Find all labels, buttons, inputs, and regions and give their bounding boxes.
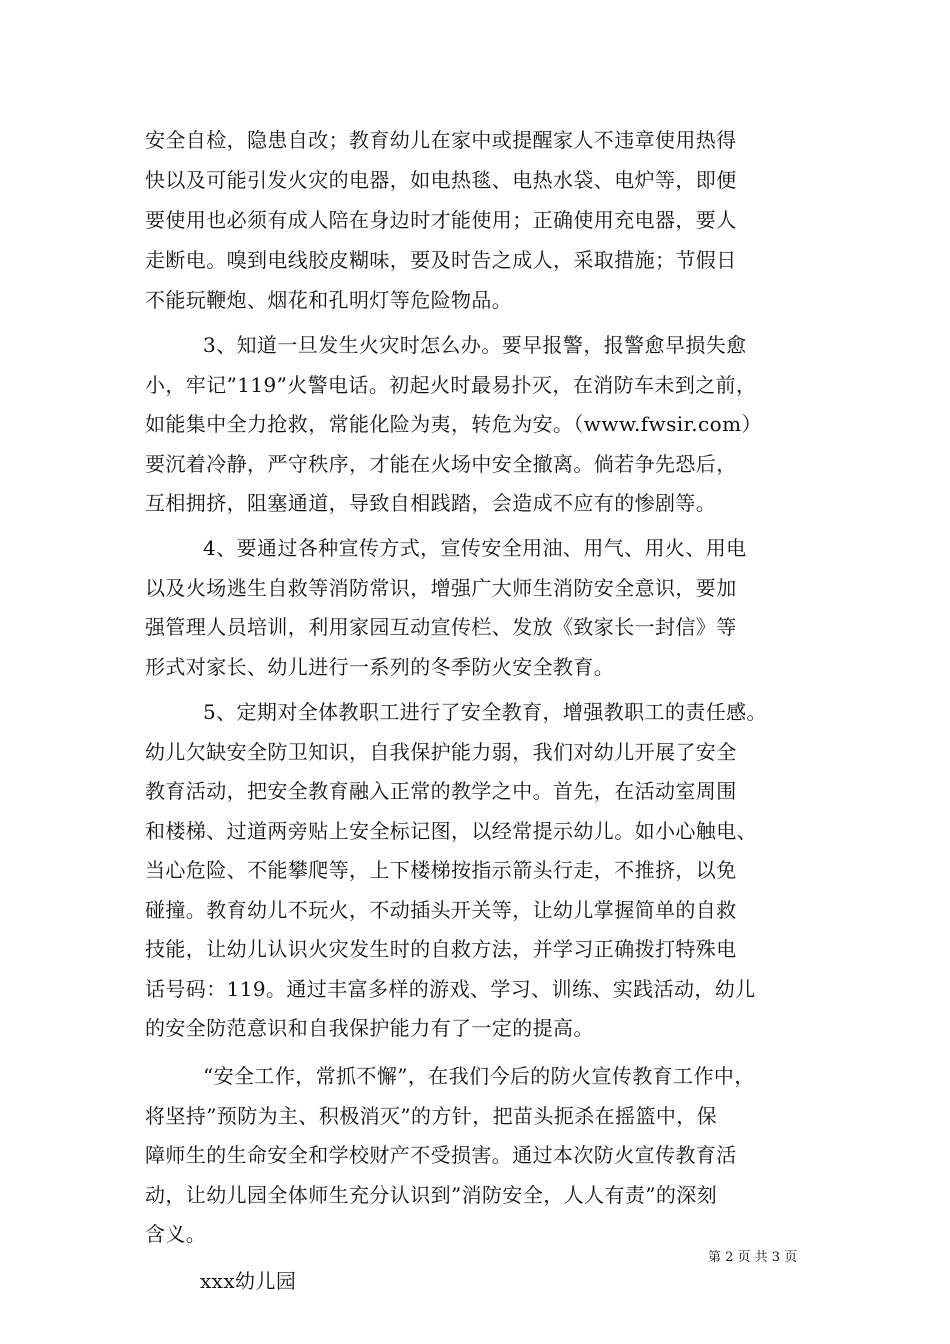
- text-line: 技能，让幼儿认识火灾发生时的自救方法，并学习正确拨打特殊电: [145, 937, 737, 961]
- text-line: 如能集中全力抢救，常能化险为夷，转危为安。（www.fwsir.com）: [145, 412, 762, 436]
- text-line: 强管理人员培训，利用家园互动宣传栏、发放《致家长一封信》等: [145, 615, 737, 639]
- text-line: 碰撞。教育幼儿不玩火，不动插头开关等，让幼儿掌握简单的自救: [145, 898, 737, 922]
- text-line: 障师生的生命安全和学校财产不受损害。通过本次防火宣传教育活: [145, 1143, 737, 1167]
- text-line: 和楼梯、过道两旁贴上安全标记图，以经常提示幼儿。如小心触电、: [145, 819, 757, 843]
- text-line: 将坚持”预防为主、积极消灭”的方针，把苗头扼杀在摇篮中，保: [145, 1104, 718, 1128]
- text-line: 动，让幼儿园全体师生充分认识到”消防安全，人人有责”的深刻: [145, 1183, 718, 1207]
- text-line: 安全自检，隐患自改；教育幼儿在家中或提醒家人不违章使用热得: [145, 128, 737, 152]
- text-line: 教育活动，把安全教育融入正常的教学之中。首先，在活动室周围: [145, 779, 737, 803]
- text-line: 当心危险、不能攀爬等，上下楼梯按指示箭头行走，不推挤，以免: [145, 858, 737, 882]
- signature-organization: xxx幼儿园: [200, 1269, 297, 1293]
- text-line: 要使用也必须有成人陪在身边时才能使用；正确使用充电器，要人: [145, 208, 737, 232]
- text-line: 以及火场逃生自救等消防常识，增强广大师生消防安全意识，要加: [145, 576, 737, 600]
- paragraph-4-first-line: 4、要通过各种宣传方式，宣传安全用油、用气、用火、用电: [203, 536, 747, 560]
- text-line: 的安全防范意识和自我保护能力有了一定的提高。: [145, 1016, 594, 1040]
- text-line: 形式对家长、幼儿进行一系列的冬季防火安全教育。: [145, 655, 615, 679]
- text-line: 话号码：119。通过丰富多样的游戏、学习、训练、实践活动，幼儿: [145, 977, 756, 1001]
- text-line: 走断电。嗅到电线胶皮糊味，要及时告之成人，采取措施；节假日: [145, 248, 737, 272]
- page-number: 第 2 页 共 3 页: [708, 1250, 798, 1265]
- paragraph-5-first-line: 5、定期对全体教职工进行了安全教育，增强教职工的责任感。: [203, 700, 767, 724]
- text-line: 要沉着冷静，严守秩序，才能在火场中安全撤离。倘若争先恐后，: [145, 452, 737, 476]
- text-line: 快以及可能引发火灾的电器，如电热毯、电热水袋、电炉等，即便: [145, 168, 737, 192]
- text-line: 不能玩鞭炮、烟花和孔明灯等危险物品。: [145, 288, 513, 312]
- text-line: 含义。: [145, 1222, 207, 1246]
- text-line: 小，牢记”119”火警电话。初起火时最易扑灭，在消防车未到之前，: [145, 373, 757, 397]
- text-line: 互相拥挤，阻塞通道，导致自相践踏，会造成不应有的惨剧等。: [145, 491, 717, 515]
- closing-paragraph-first-line: “安全工作，常抓不懈”，在我们今后的防火宣传教育工作中，: [203, 1064, 755, 1088]
- paragraph-3-first-line: 3、知道一旦发生火灾时怎么办。要早报警，报警愈早损失愈: [203, 333, 747, 357]
- text-line: 幼儿欠缺安全防卫知识，自我保护能力弱，我们对幼儿开展了安全: [145, 740, 737, 764]
